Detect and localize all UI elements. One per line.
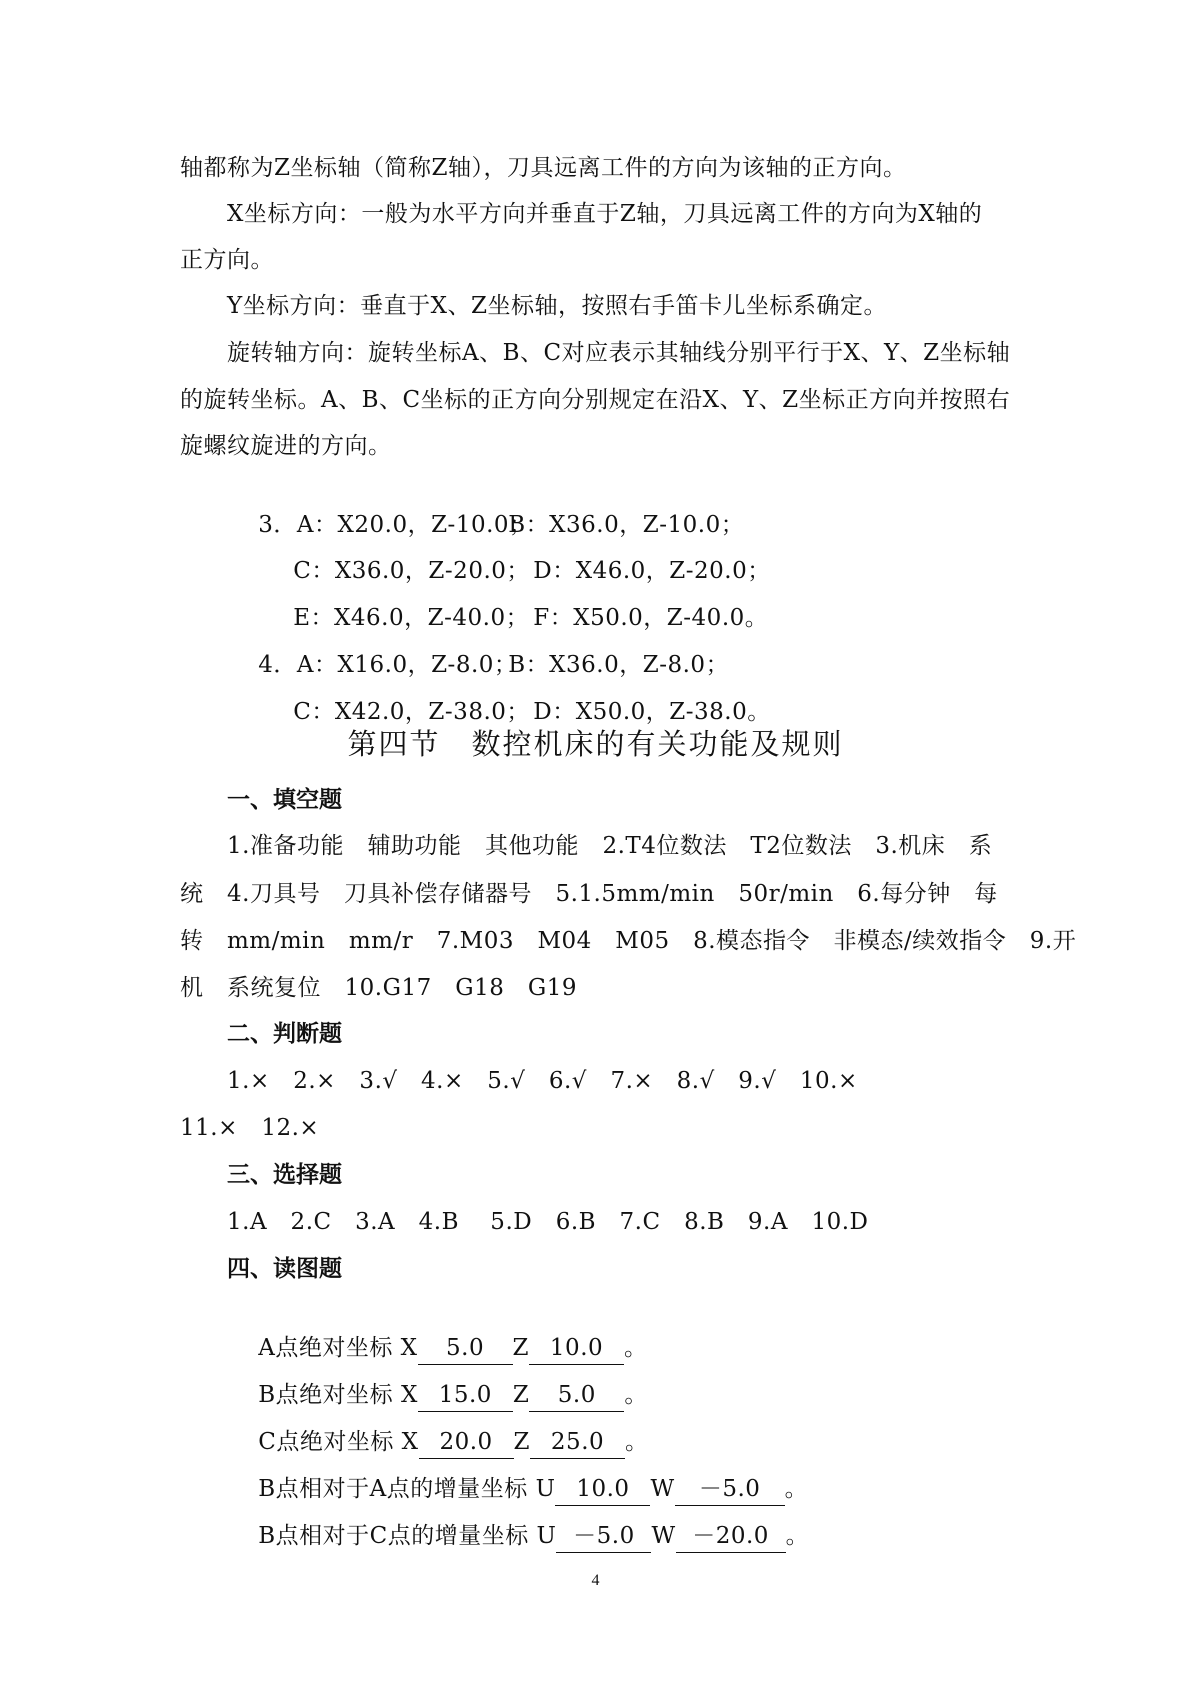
reading-a-z: 10.0 — [529, 1332, 624, 1365]
para4-line1: 旋转轴方向：旋转坐标A、B、C对应表示其轴线分别平行于X、Y、Z坐标轴 — [227, 340, 1011, 366]
answer4-c: C：X42.0，Z-38.0； — [293, 699, 530, 725]
answer4-d: D：X50.0，Z-38.0。 — [533, 699, 771, 725]
choice-line1: 1.A 2.C 3.A 4.B 5.D 6.B 7.C 8.B 9.A 10.D — [227, 1209, 869, 1235]
answer3-c: C：X36.0，Z-20.0； — [293, 558, 530, 584]
reading-a-z-label: Z — [512, 1335, 530, 1361]
reading-bc-w: －20.0 — [676, 1520, 786, 1553]
fill-line2: 统 4.刀具号 刀具补偿存储器号 5.1.5mm/min 50r/min 6.每分钟 每 — [180, 881, 998, 907]
reading-b-x: 15.0 — [418, 1379, 513, 1412]
fill-line3: 转 mm/min mm/r 7.M03 M04 M05 8.模态指令 非模态/续效指令 9.开 — [180, 928, 1077, 954]
para4-line2: 的旋转坐标。A、B、C坐标的正方向分别规定在沿X、Y、Z坐标正方向并按照右 — [180, 387, 1011, 413]
reading-c-z-label: Z — [513, 1429, 531, 1455]
reading-bc-label: B点相对于C点的增量坐标 U — [258, 1523, 557, 1549]
answer3-d: D：X46.0，Z-20.0； — [533, 558, 771, 584]
reading-bc-w-label: W — [651, 1523, 676, 1549]
reading-a-label: A点绝对坐标 X — [258, 1335, 418, 1361]
reading-a-end: 。 — [624, 1335, 648, 1361]
reading-bc-end: 。 — [785, 1523, 810, 1549]
reading-c-x: 20.0 — [419, 1426, 514, 1459]
judge-heading: 二、判断题 — [227, 1021, 342, 1047]
reading-bc-u: －5.0 — [556, 1520, 651, 1553]
reading-c-z: 25.0 — [530, 1426, 625, 1459]
fill-line4: 机 系统复位 10.G17 G18 G19 — [180, 975, 577, 1001]
para2-line1: X坐标方向：一般为水平方向并垂直于Z轴，刀具远离工件的方向为X轴的 — [227, 201, 983, 227]
reading-b-z: 5.0 — [529, 1379, 624, 1412]
answer3-b: B：X36.0，Z-10.0； — [508, 512, 745, 538]
reading-b-label: B点绝对坐标 X — [258, 1382, 418, 1408]
answer3-e: E：X46.0，Z-40.0； — [293, 605, 530, 631]
reading-c-end: 。 — [625, 1429, 649, 1455]
reading-ba-u: 10.0 — [555, 1473, 650, 1506]
answer3-f: F：X50.0，Z-40.0。 — [533, 605, 769, 631]
answer4-a: 4．A：X16.0，Z-8.0； — [258, 652, 518, 678]
answer4-b: B：X36.0，Z-8.0； — [508, 652, 730, 678]
page-number: 4 — [591, 1572, 600, 1589]
section-title: 第四节 数控机床的有关功能及规则 — [347, 727, 844, 761]
para2-line2: 正方向。 — [180, 247, 274, 273]
reading-ba-w: －5.0 — [675, 1473, 785, 1506]
reading-ba-end: 。 — [784, 1476, 809, 1502]
para4-line3: 旋螺纹旋进的方向。 — [180, 433, 392, 459]
answer3-a: 3．A：X20.0，Z-10.0； — [258, 512, 533, 538]
reading-b-z-label: Z — [512, 1382, 530, 1408]
judge-line1: 1.× 2.× 3.√ 4.× 5.√ 6.√ 7.× 8.√ 9.√ 10.× — [227, 1068, 858, 1094]
reading-c-label: C点绝对坐标 X — [258, 1429, 419, 1455]
reading-a-x: 5.0 — [418, 1332, 513, 1365]
reading-bc — [227, 1488, 1067, 1585]
para3-line1: Y坐标方向：垂直于X、Z坐标轴，按照右手笛卡儿坐标系确定。 — [227, 293, 888, 319]
choice-heading: 三、选择题 — [227, 1162, 342, 1188]
reading-ba-w-label: W — [650, 1476, 675, 1502]
fill-line1: 1.准备功能 辅助功能 其他功能 2.T4位数法 T2位数法 3.机床 系 — [227, 833, 993, 859]
judge-line2: 11.× 12.× — [180, 1115, 320, 1141]
reading-b-end: 。 — [624, 1382, 648, 1408]
fill-heading: 一、填空题 — [227, 787, 342, 813]
reading-ba-label: B点相对于A点的增量坐标 U — [258, 1476, 556, 1502]
reading-heading: 四、读图题 — [227, 1256, 342, 1282]
para1-line1: 轴都称为Z坐标轴（简称Z轴），刀具远离工件的方向为该轴的正方向。 — [180, 155, 907, 181]
